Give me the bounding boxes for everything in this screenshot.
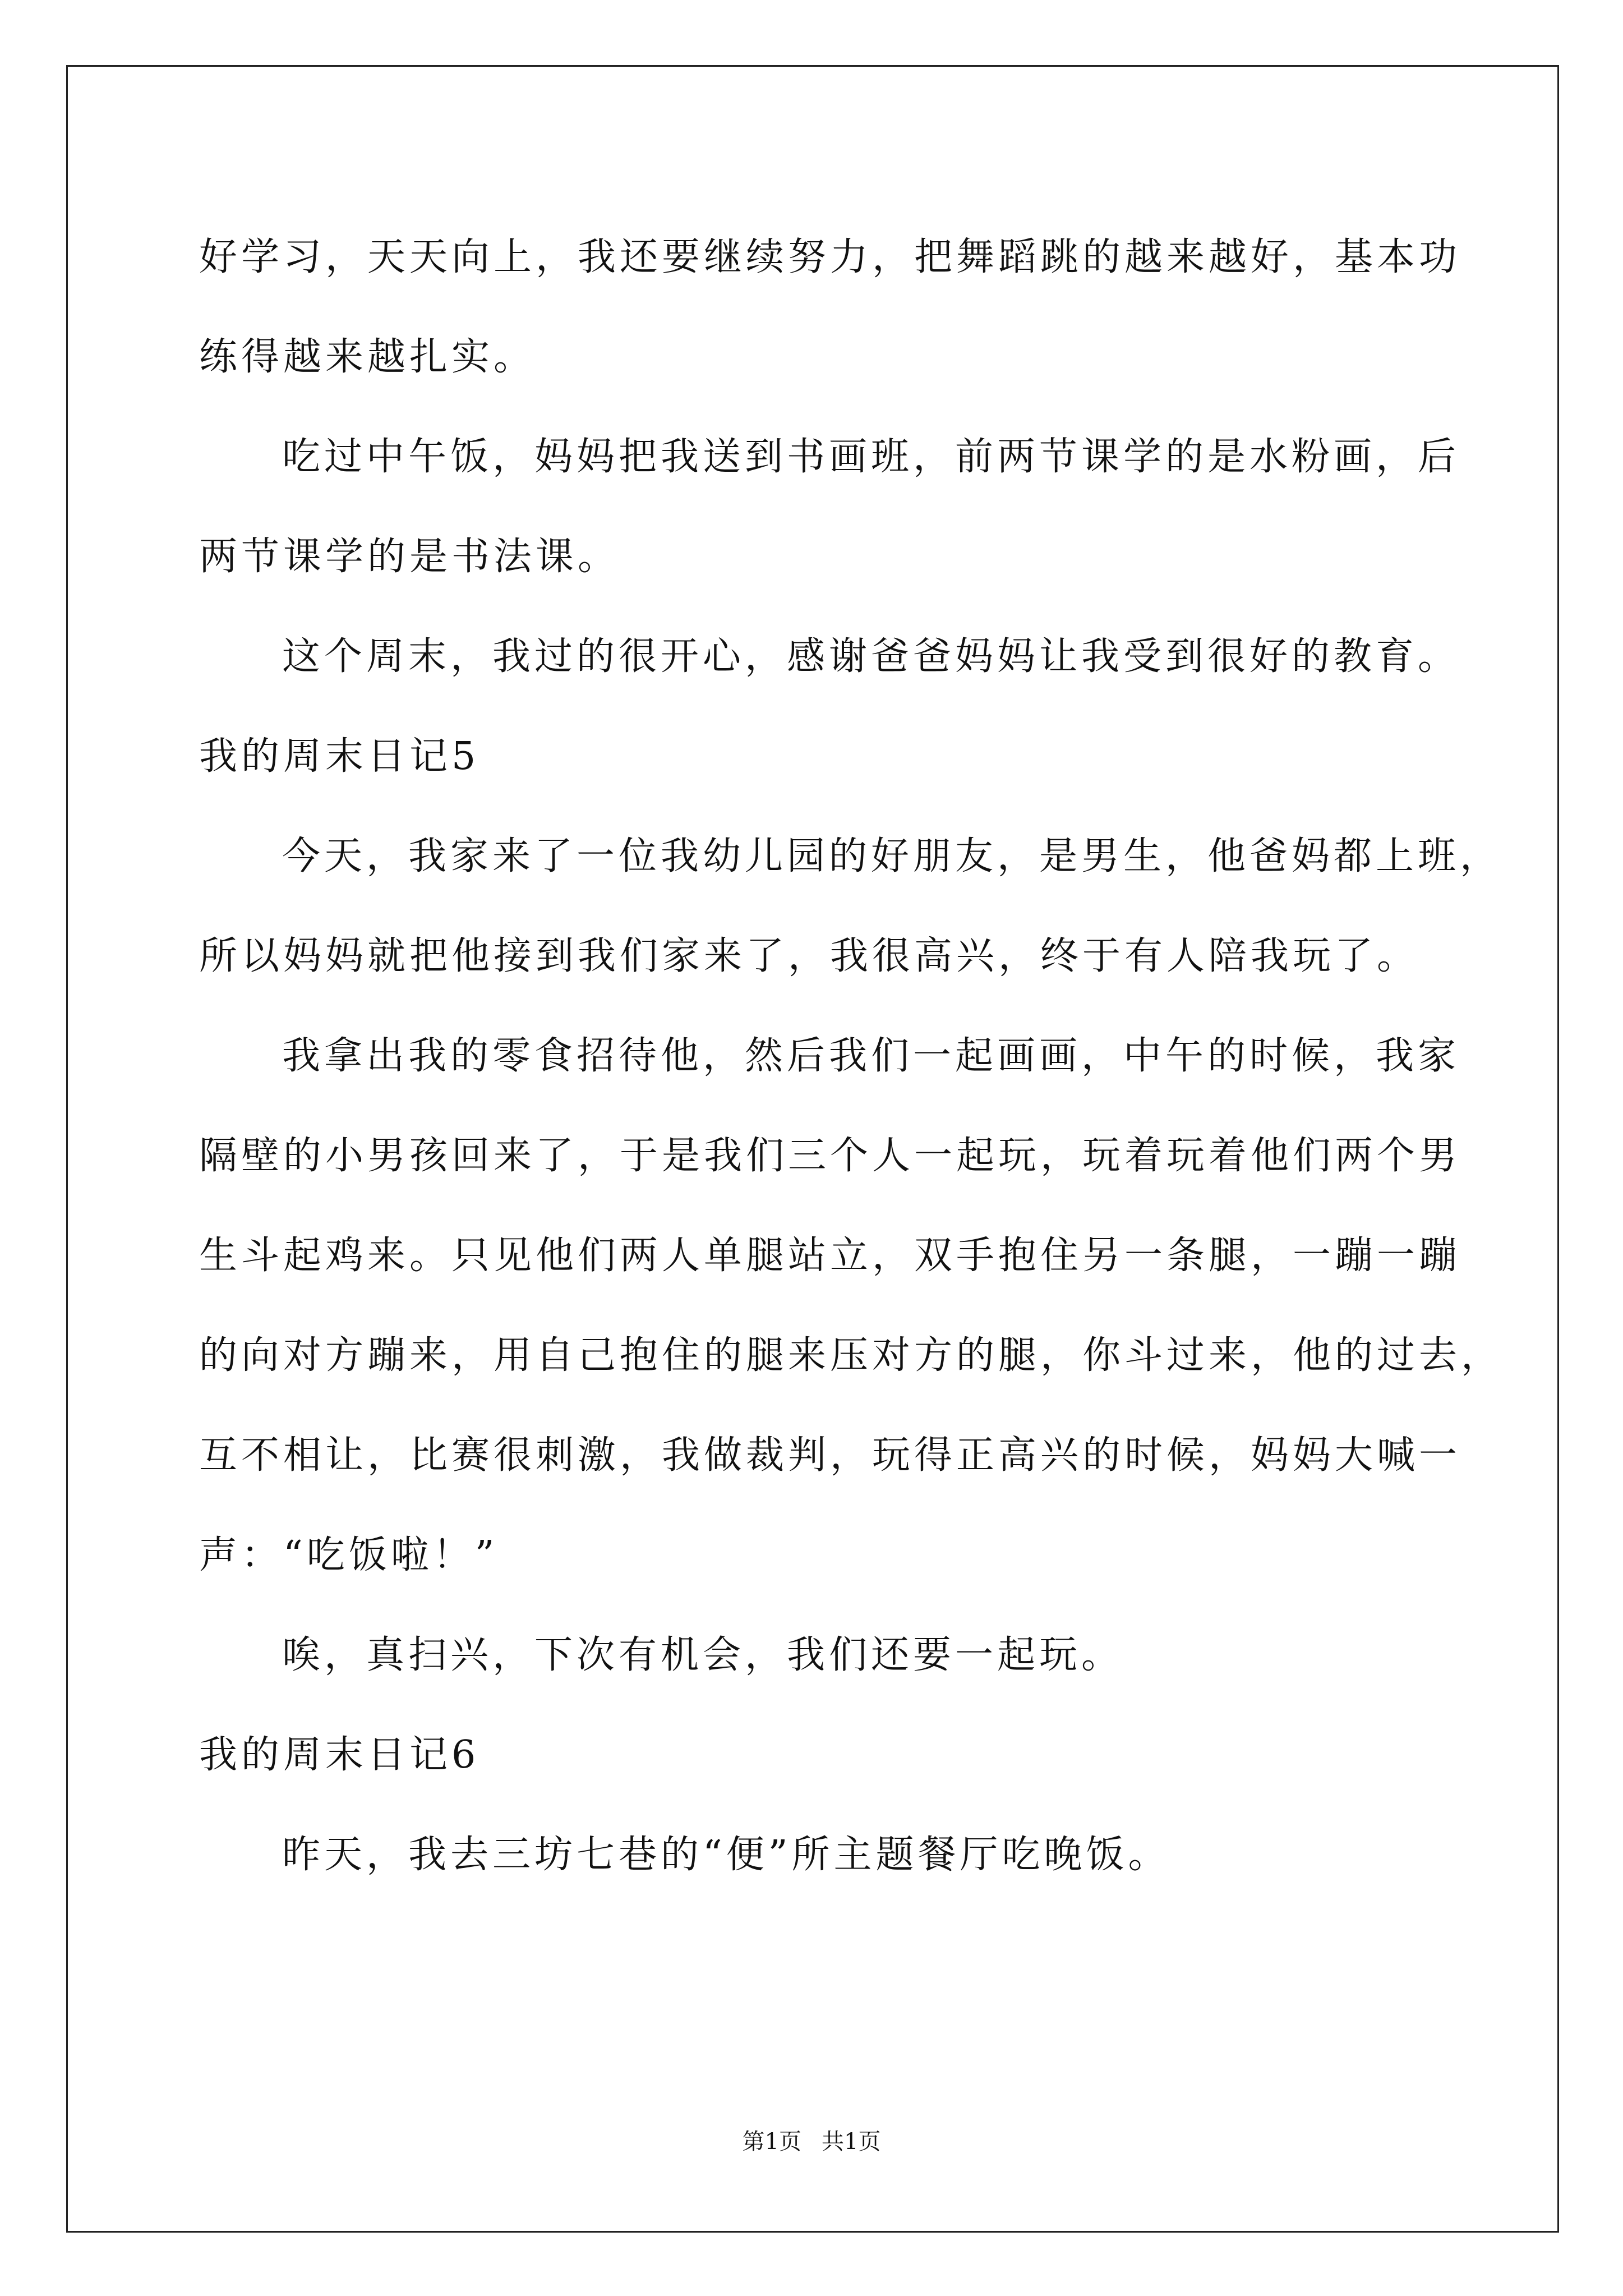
text-line: 唉，真扫兴，下次有机会，我们还要一起玩。 — [282, 1633, 1124, 1677]
text-line: 两节课学的是书法课。 — [199, 535, 620, 579]
text-line: 的向对方蹦来，用自己抱住的腿来压对方的腿，你斗过来，他的过去， — [199, 1333, 1504, 1378]
text-line: 今天，我家来了一位我幼儿园的好朋友，是男生，他爸妈都上班， — [282, 834, 1502, 878]
text-line: 昨天，我去三坊七巷的“便”所主题餐厅吃晚饭。 — [282, 1833, 1170, 1877]
text-line: 我拿出我的零食招待他，然后我们一起画画，中午的时候，我家 — [282, 1034, 1460, 1078]
text-line: 这个周末，我过的很开心，感谢爸爸妈妈让我受到很好的教育。 — [282, 634, 1460, 679]
text-line: 生斗起鸡来。只见他们两人单腿站立，双手抱住另一条腿，一蹦一蹦 — [199, 1234, 1461, 1278]
text-line: 隔壁的小男孩回来了，于是我们三个人一起玩，玩着玩着他们两个男 — [199, 1134, 1461, 1178]
page-footer — [0, 2124, 1623, 2156]
section-heading: 我的周末日记6 — [199, 1733, 480, 1777]
section-heading: 我的周末日记5 — [199, 734, 480, 779]
page-number-total: 共1页 — [822, 2129, 881, 2155]
document-body — [199, 208, 1504, 1905]
page-number-current: 第1页 — [742, 2129, 801, 2155]
text-line: 练得越来越扎实。 — [199, 335, 536, 379]
text-line: 互不相让，比赛很刺激，我做裁判，玩得正高兴的时候，妈妈大喊一 — [199, 1433, 1461, 1478]
text-line: 声：“吃饭啦！” — [199, 1533, 499, 1577]
text-line: 所以妈妈就把他接到我们家来了，我很高兴，终于有人陪我玩了。 — [199, 934, 1419, 978]
text-line: 吃过中午饭，妈妈把我送到书画班，前两节课学的是水粉画，后 — [282, 435, 1460, 479]
text-line: 好学习，天天向上，我还要继续努力，把舞蹈跳的越来越好，基本功 — [199, 235, 1461, 279]
